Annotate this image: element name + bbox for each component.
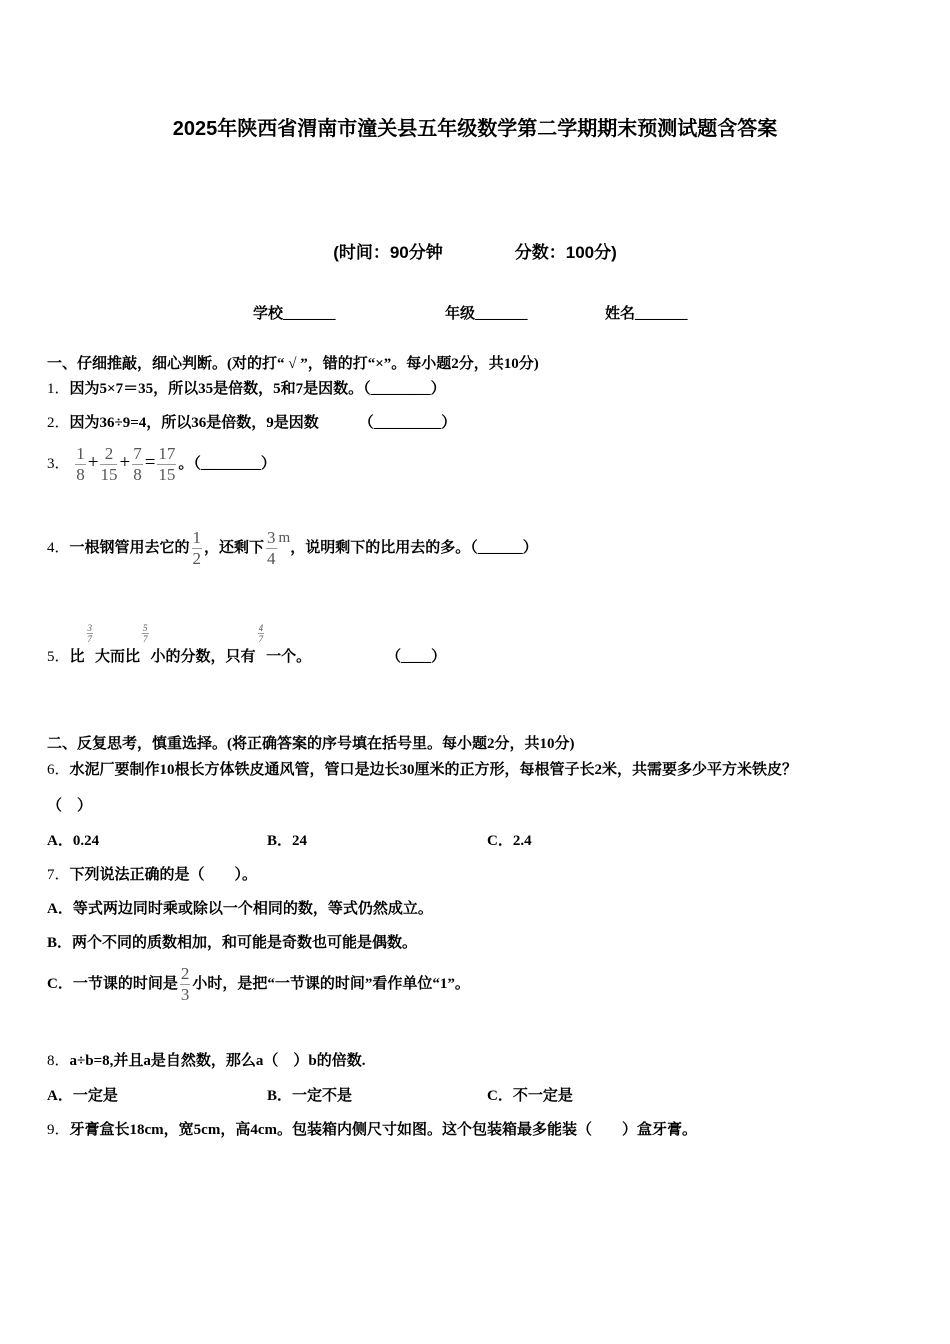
question-text: 牙膏盒长18cm，宽5cm，高4cm。包装箱内侧尺寸如图。这个包装箱最多能装（ ）盒牙膏。 [69,1122,697,1138]
answer-blank: （_________） [358,415,457,431]
option-b: B．一定不是 [267,1088,353,1104]
fraction: $\frac{2}{3}$ [180,964,190,1004]
name-field: 姓名_______ [605,306,688,322]
total-score: 分数：100分) [514,243,617,262]
question-number: 6． [47,762,70,778]
question-3 [47,444,276,485]
fraction: $\frac{3}{4}$ [267,528,276,568]
question-5 [47,623,447,666]
fraction: $\frac{5}{7}$ [143,623,148,644]
exam-info [0,238,950,263]
operator: + [87,451,99,473]
answer-paren: （ ） [47,798,93,814]
section2-heading: 二、反复思考，慎重选择。(将正确答案的序号填在括号里。每小题2分，共10分) [47,736,575,752]
question-number: 4． [47,539,70,556]
option-a: A．一定是 [47,1088,118,1104]
option-a: A．0.24 [47,833,100,849]
question-text: 大而比 [95,649,141,665]
fraction: $\frac{4}{7}$ [258,623,264,644]
question-9 [47,1118,697,1139]
question-8 [47,1049,365,1070]
option-a: A．等式两边同时乘或除以一个相同的数，等式仍然成立。 [47,901,433,917]
fraction: $\frac{1}{2}$ [192,528,202,568]
question-4 [47,528,538,569]
answer-blank: 。（________） [178,455,276,472]
option-text: 小时，是把“一节课的时间”看作单位“1”。 [192,975,470,992]
question-6 [47,758,797,779]
document-title: 2025年陕西省渭南市潼关县五年级数学第二学期期末预测试题含答案 [172,118,778,140]
question-1 [47,377,446,398]
section1-heading: 一、仔细推敲，细心判断。(对的打“ √ ”，错的打“×”。每小题2分，共10分) [47,356,539,372]
fraction: $\frac{7}{8}$ [133,444,142,484]
operator: = [144,451,156,473]
grade-field: 年级_______ [445,306,528,322]
question-text: a÷b=8,并且a是自然数，那么a（ ）b的倍数. [69,1053,366,1069]
option-b: B．24 [267,833,308,849]
question-number: 8． [47,1053,70,1069]
school-field: 学校_______ [253,306,336,322]
question-number: 5． [47,649,70,665]
question-text: ，还剩下 [204,539,265,556]
question-text: 因为36÷9=4，所以36是倍数，9是因数 [69,415,319,431]
fraction: $\frac{1}{8}$ [76,444,85,484]
question-text: 水泥厂要制作10根长方体铁皮通风管，管口是边长30厘米的正方形，每根管子长2米，共需要多少平方米铁皮？ [69,762,798,778]
option-c: C．不一定是 [487,1088,573,1104]
fraction: $\frac{2}{15}$ [100,444,118,484]
question-number: 7． [47,867,70,883]
question-number: 1． [47,381,70,397]
time-limit: (时间：90分钟 [333,243,443,262]
question-number: 3． [47,455,70,472]
option-c [47,964,470,1005]
question-7 [47,863,257,884]
question-text: 因为5×7＝35，所以35是倍数，5和7是因数。（________） [69,381,446,397]
question-text: 下列说法正确的是（ ）。 [69,867,258,883]
fraction: $\frac{17}{15}$ [158,444,176,484]
option-c: C．2.4 [487,833,532,849]
fraction: $\frac{3}{7}$ [87,623,93,644]
unit: m [278,530,291,546]
question-text: ，说明剩下的比用去的多。（______） [290,539,538,556]
question-number: 2． [47,415,70,431]
question-number: 9． [47,1122,70,1138]
question-text: 小的分数，只有 [150,649,256,665]
question-text: 一根钢管用去它的 [69,539,190,556]
question-2 [47,411,456,432]
answer-blank: （____） [386,649,447,665]
option-text: C．一节课的时间是 [47,975,178,992]
operator: + [119,451,131,473]
option-b: B．两个不同的质数相加，和可能是奇数也可能是偶数。 [47,935,418,951]
question-text: 比 [69,649,85,665]
question-text: 一个。 [266,649,312,665]
